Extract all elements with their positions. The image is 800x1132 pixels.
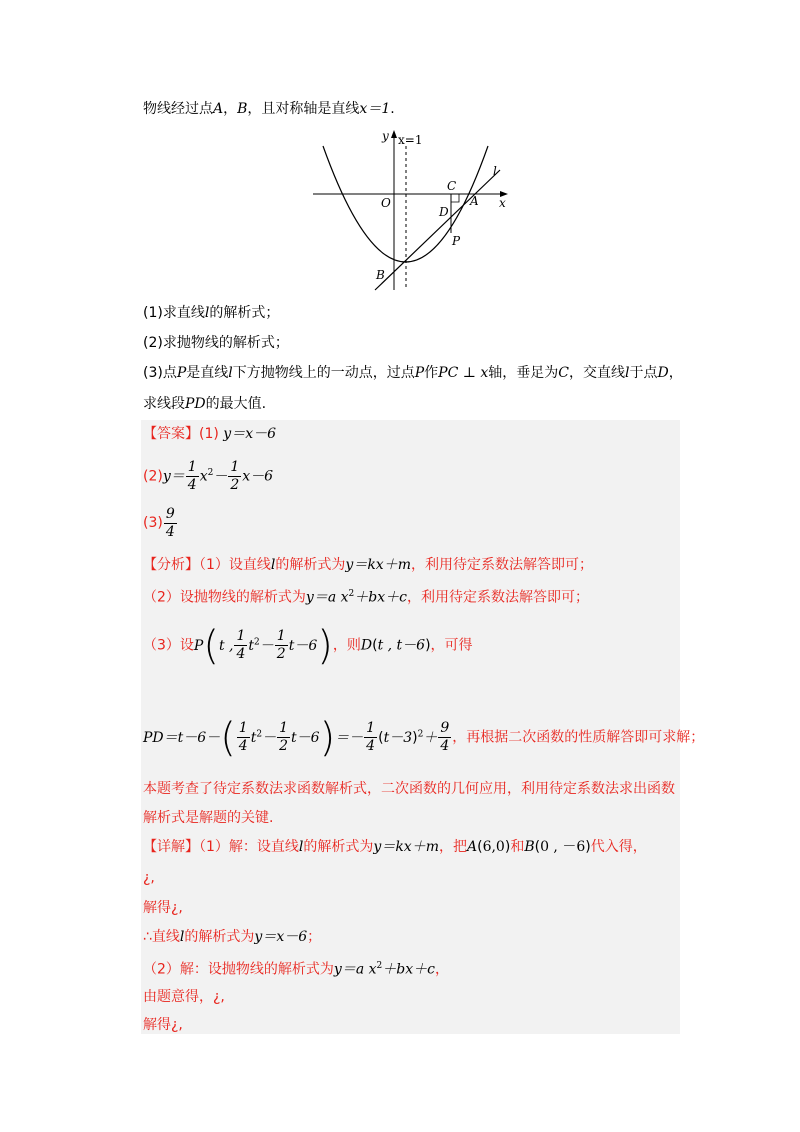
label-o: O bbox=[381, 196, 391, 210]
q3-pd: PD bbox=[185, 396, 206, 412]
detail-5 bbox=[143, 956, 449, 980]
s3-point-expr bbox=[193, 622, 333, 669]
pd-plus: ＋ bbox=[423, 729, 438, 746]
d1-bargs: 0 , －6 bbox=[540, 839, 586, 855]
label-x: x bbox=[499, 196, 506, 210]
detail-7: 解得¿, bbox=[143, 1017, 183, 1033]
intro-text: 物线经过点 bbox=[143, 101, 213, 117]
label-l: l bbox=[493, 164, 497, 178]
q1-text-a: 求直线 bbox=[162, 305, 205, 321]
a2-tail: x－6 bbox=[242, 468, 274, 485]
pd-minus: － bbox=[262, 729, 277, 746]
d1-a-expr: A(6,0) bbox=[466, 839, 511, 855]
analysis-pd bbox=[143, 714, 705, 761]
frac-num: 1 bbox=[279, 720, 289, 737]
frac-den: 2 bbox=[276, 646, 286, 663]
label-y: y bbox=[382, 129, 389, 143]
a2-minus: － bbox=[213, 468, 228, 485]
a1-expr: y＝x－6 bbox=[223, 426, 277, 442]
detail-2: ¿, bbox=[143, 870, 155, 886]
q3-text-b: 是直线 bbox=[186, 365, 229, 381]
q1-num: (1) bbox=[143, 305, 163, 321]
s3-t2: t bbox=[248, 637, 255, 654]
frac-den: 4 bbox=[187, 477, 197, 494]
pd-sq: t－3 bbox=[383, 729, 413, 746]
pd-sup2: 2 bbox=[417, 729, 424, 739]
point-a: A bbox=[213, 101, 224, 117]
d1-a: （1）解：设直线 bbox=[199, 839, 299, 855]
pd-frac1 bbox=[237, 720, 250, 755]
a2-y: y＝ bbox=[162, 468, 185, 485]
pd-sup: 2 bbox=[256, 729, 263, 739]
answer-tag: 【答案】 bbox=[143, 426, 199, 442]
question-3 bbox=[143, 363, 683, 383]
frac-den: 4 bbox=[236, 646, 246, 663]
q3-l: l bbox=[228, 365, 233, 381]
d4-l: l bbox=[179, 929, 185, 945]
pd-t2: t bbox=[250, 729, 257, 746]
answer-2 bbox=[143, 455, 273, 495]
analysis-tag: 【分析】 bbox=[143, 557, 199, 573]
s2-sup: 2 bbox=[348, 589, 355, 599]
d5-a: （2）解：设抛物线的解析式为 bbox=[143, 961, 334, 978]
frac-den: 4 bbox=[165, 523, 175, 540]
d5-expr: y＝a x bbox=[333, 961, 377, 978]
a2-frac1 bbox=[186, 459, 199, 494]
d4-a: ∴直线 bbox=[143, 929, 180, 945]
s3-b: ，则 bbox=[332, 637, 361, 654]
pd-tail: ，再根据二次函数的性质解答即可求解； bbox=[452, 729, 705, 746]
d1-b-expr: B(0 , －6) bbox=[524, 839, 591, 855]
q3-text-d: 作 bbox=[424, 365, 439, 381]
parabola-figure bbox=[305, 128, 520, 293]
frac-num: 9 bbox=[165, 505, 175, 522]
s1-c: ，利用待定系数法解答即可； bbox=[410, 557, 593, 573]
right-angle-marker bbox=[451, 194, 459, 202]
detail-1 bbox=[143, 837, 647, 857]
s3-frac1 bbox=[234, 628, 247, 663]
answer-1 bbox=[143, 424, 276, 444]
q3-text-h: ， bbox=[668, 365, 683, 381]
separator: ， bbox=[223, 101, 238, 117]
s2-b: ，利用待定系数法解答即可； bbox=[406, 589, 589, 606]
label-a: A bbox=[470, 194, 479, 208]
paren-right: ) bbox=[317, 622, 333, 669]
q3-text-f: ，交直线 bbox=[568, 365, 625, 381]
frac-den: 4 bbox=[366, 738, 376, 755]
frac-num: 1 bbox=[276, 628, 286, 645]
d4-expr: y＝x－6 bbox=[254, 929, 308, 945]
s1-a: （1）设直线 bbox=[199, 557, 271, 573]
q1-var: l bbox=[204, 305, 210, 321]
y-axis-arrow-icon bbox=[391, 130, 397, 138]
d4-c: ； bbox=[307, 929, 322, 945]
s3-t6: t－6 bbox=[288, 637, 318, 654]
s1-b: 的解析式为 bbox=[275, 557, 346, 573]
a2-x: x bbox=[199, 468, 208, 485]
d4-b: 的解析式为 bbox=[184, 929, 255, 945]
q3-num: (3) bbox=[143, 365, 163, 381]
label-p: P bbox=[452, 234, 461, 248]
q3-p2: P bbox=[414, 365, 425, 381]
q2-text: 求抛物线的解析式； bbox=[162, 335, 289, 351]
d1-pt-b: B bbox=[524, 839, 535, 855]
label-d: D bbox=[439, 205, 449, 219]
paren-right: ) bbox=[319, 714, 336, 761]
q3-text-e: 轴，垂足为 bbox=[488, 365, 559, 381]
a2-sup: 2 bbox=[207, 468, 214, 478]
frac-num: 1 bbox=[238, 720, 248, 737]
frac-num: 1 bbox=[187, 459, 197, 476]
q3-text-a: 点 bbox=[162, 365, 177, 381]
s3-p: P bbox=[193, 637, 204, 654]
a3-frac bbox=[164, 506, 177, 541]
s3-t: t , bbox=[218, 637, 234, 654]
pd-frac2 bbox=[277, 720, 290, 755]
q3-d: D bbox=[657, 365, 669, 381]
d5-c: ， bbox=[434, 961, 449, 978]
frac-den: 4 bbox=[238, 738, 248, 755]
pd-t6: t－6 bbox=[291, 729, 320, 746]
question-3-cont bbox=[143, 394, 266, 414]
d1-b: 的解析式为 bbox=[303, 839, 374, 855]
detail-tag: 【详解】 bbox=[143, 839, 199, 855]
detail-6: 由题意得，¿, bbox=[143, 989, 225, 1005]
s3-a: （3）设 bbox=[143, 637, 194, 654]
pd-frac3 bbox=[364, 720, 377, 755]
s2-expr: y＝a x bbox=[305, 589, 349, 606]
a1-num: (1) bbox=[199, 426, 219, 442]
s2-expr2: ＋bx＋c bbox=[354, 589, 407, 606]
s1-l: l bbox=[270, 557, 276, 573]
paren-left: ( bbox=[203, 622, 219, 669]
frac-num: 1 bbox=[230, 459, 240, 476]
d1-aargs: 6,0 bbox=[482, 839, 505, 855]
d5-expr2: ＋bx＋c bbox=[382, 961, 435, 978]
s3-d: D bbox=[360, 637, 373, 654]
frac-den: 4 bbox=[440, 738, 450, 755]
s3-d-expr: D(t , t－6) bbox=[360, 637, 431, 654]
frac-num: 1 bbox=[366, 720, 376, 737]
pd-expr: PD＝t－6－( $\frac{1}{4}$ $t^2-$ $\frac{1}{2}$ t－6)＝－ $\frac{1}{4}$ $(t-3)^2+$ $\frac{9}{4}$ bbox=[143, 714, 450, 761]
detail-3: 解得¿, bbox=[143, 900, 183, 916]
pd-a: PD＝t－6－ bbox=[143, 729, 221, 746]
pd-eq: ＝－ bbox=[335, 729, 364, 746]
label-c: C bbox=[447, 179, 457, 193]
d1-c: ，把 bbox=[438, 839, 467, 855]
a3-num: (3) bbox=[143, 515, 163, 531]
analysis-summary-1: 本题考查了待定系数法求函数解析式，二次函数的几何应用，利用待定系数法求出函数 bbox=[143, 781, 675, 797]
q3-l2: l bbox=[624, 365, 630, 381]
intro-text-2: ，且对称轴是直线 bbox=[247, 101, 360, 117]
s2-a: （2）设抛物线的解析式为 bbox=[143, 589, 306, 606]
label-axis-eq: x=1 bbox=[398, 133, 423, 147]
q3-pc: PC ⊥ x bbox=[438, 365, 489, 381]
q1-text-b: 的解析式； bbox=[209, 305, 280, 321]
s1-expr: y＝kx＋m bbox=[345, 557, 411, 573]
d1-d: 和 bbox=[510, 839, 525, 855]
q3-p: P bbox=[176, 365, 187, 381]
a2-num: (2) bbox=[143, 468, 163, 485]
axis-equation: x＝1 bbox=[359, 101, 391, 117]
intro-line bbox=[143, 99, 395, 119]
d1-l: l bbox=[298, 839, 304, 855]
a2-frac2 bbox=[228, 459, 241, 494]
frac-num: 1 bbox=[236, 628, 246, 645]
analysis-1 bbox=[143, 555, 593, 575]
q3-cont-b: 的最大值. bbox=[205, 396, 267, 412]
q3-text-c: 下方抛物线上的一动点，过点 bbox=[232, 365, 415, 381]
q3-cont-a: 求线段 bbox=[143, 396, 185, 412]
pd-frac4 bbox=[438, 720, 451, 755]
analysis-summary-2: 解析式是解题的关键. bbox=[143, 810, 274, 826]
d5-sup: 2 bbox=[376, 961, 383, 971]
answer-3 bbox=[143, 505, 178, 541]
label-b: B bbox=[376, 268, 385, 282]
question-2 bbox=[143, 333, 289, 353]
paren-left: ( bbox=[220, 714, 236, 761]
s3-dargs: t , t－6 bbox=[377, 637, 426, 654]
frac-num: 9 bbox=[440, 720, 450, 737]
s3-c: ，可得 bbox=[430, 637, 473, 654]
q3-text-g: 于点 bbox=[629, 365, 658, 381]
d1-e: 代入得， bbox=[590, 839, 647, 855]
s3-frac2 bbox=[275, 628, 288, 663]
frac-den: 2 bbox=[230, 477, 240, 494]
d1-pt-a: A bbox=[466, 839, 478, 855]
point-b: B bbox=[237, 101, 248, 117]
question-1 bbox=[143, 303, 279, 323]
frac-den: 2 bbox=[279, 738, 289, 755]
d1-expr: y＝kx＋m bbox=[373, 839, 439, 855]
detail-4 bbox=[143, 927, 321, 947]
q3-c: C bbox=[558, 365, 569, 381]
s3-sup: 2 bbox=[254, 637, 260, 647]
analysis-2 bbox=[143, 584, 589, 608]
period: . bbox=[390, 101, 395, 117]
analysis-3 bbox=[143, 622, 473, 669]
q2-num: (2) bbox=[143, 335, 163, 351]
s3-minus: － bbox=[259, 637, 274, 654]
